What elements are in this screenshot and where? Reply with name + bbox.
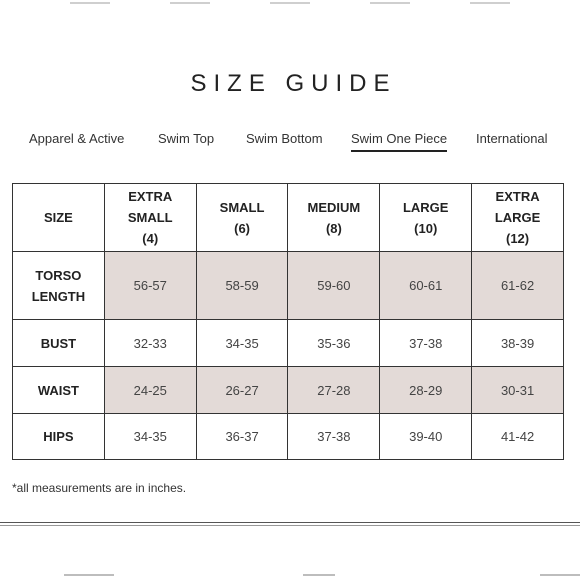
top-nav-item[interactable] — [370, 0, 410, 4]
table-cell: 58-59 — [196, 252, 288, 320]
column-header — [104, 184, 196, 252]
table-cell: 37-38 — [288, 414, 380, 460]
size-category-tabs — [0, 131, 580, 153]
column-header-code: (12) — [506, 231, 530, 246]
column-header-name: EXTRA LARGE — [494, 189, 541, 225]
footer-divider — [0, 522, 580, 523]
footer-column-heading — [540, 574, 580, 580]
column-header — [380, 184, 472, 252]
row-label-line: TORSO — [35, 267, 82, 283]
table-cell: 61-62 — [472, 252, 564, 320]
column-header-code: (6) — [234, 220, 251, 236]
tab-apparel-active[interactable]: Apparel & Active — [29, 131, 125, 146]
table-row-hips — [13, 414, 564, 460]
table-cell: 32-33 — [104, 320, 196, 367]
table-cell: 38-39 — [472, 320, 564, 367]
table-cell: 26-27 — [196, 367, 288, 414]
footer-column-heading — [64, 574, 114, 580]
table-cell: 37-38 — [380, 320, 472, 367]
top-nav-item[interactable] — [470, 0, 510, 4]
measurement-footnote: *all measurements are in inches. — [12, 481, 187, 495]
footer-divider-secondary — [0, 525, 580, 526]
column-header-code: (8) — [325, 220, 342, 236]
footer-column-heading — [303, 574, 335, 580]
top-nav-item[interactable] — [170, 0, 210, 4]
table-cell: 35-36 — [288, 320, 380, 367]
tab-swim-one-piece[interactable]: Swim One Piece — [351, 131, 447, 152]
column-header-name: LARGE — [402, 199, 449, 215]
top-nav-item[interactable] — [70, 0, 110, 4]
table-corner-header: SIZE — [13, 184, 105, 252]
column-header — [288, 184, 380, 252]
column-header-name: MEDIUM — [307, 199, 361, 215]
row-label: WAIST — [13, 367, 105, 414]
table-cell: 59-60 — [288, 252, 380, 320]
top-nav-partial — [0, 0, 580, 4]
column-header — [472, 184, 564, 252]
table-cell: 36-37 — [196, 414, 288, 460]
column-header-name: SMALL — [219, 199, 265, 215]
page-title: SIZE GUIDE — [190, 70, 397, 97]
top-nav-item[interactable] — [270, 0, 310, 4]
table-cell: 30-31 — [472, 367, 564, 414]
tab-swim-bottom[interactable]: Swim Bottom — [246, 131, 323, 146]
size-chart-table — [12, 183, 564, 460]
column-header-name: EXTRA SMALL — [127, 189, 173, 225]
column-header — [196, 184, 288, 252]
table-row-torso-length — [13, 252, 564, 320]
column-header-code: (4) — [142, 231, 159, 246]
column-header-code: (10) — [414, 220, 438, 236]
table-cell: 24-25 — [104, 367, 196, 414]
row-label-line: LENGTH — [31, 288, 86, 304]
table-cell: 41-42 — [472, 414, 564, 460]
table-cell: 28-29 — [380, 367, 472, 414]
table-row-waist — [13, 367, 564, 414]
table-row-bust — [13, 320, 564, 367]
table-cell: 56-57 — [104, 252, 196, 320]
tab-swim-top[interactable]: Swim Top — [158, 131, 215, 146]
table-cell: 27-28 — [288, 367, 380, 414]
table-cell: 39-40 — [380, 414, 472, 460]
row-label: BUST — [13, 320, 105, 367]
row-label — [13, 252, 105, 320]
table-cell: 34-35 — [104, 414, 196, 460]
table-cell: 34-35 — [196, 320, 288, 367]
table-cell: 60-61 — [380, 252, 472, 320]
row-label: HIPS — [13, 414, 105, 460]
tab-international[interactable]: International — [476, 131, 548, 146]
table-header-row — [13, 184, 564, 252]
